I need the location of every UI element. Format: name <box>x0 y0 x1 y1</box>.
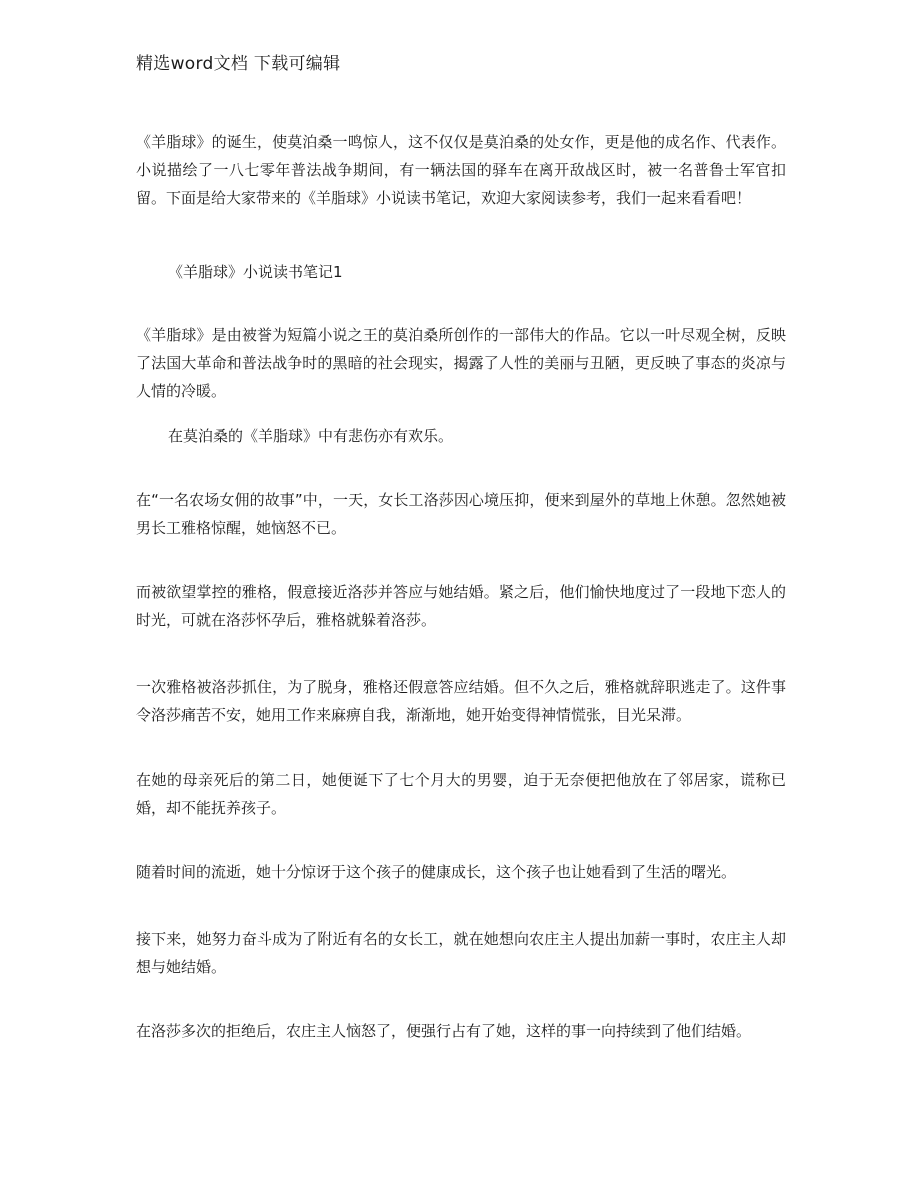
section-title: 《羊脂球》小说读书笔记1 <box>168 263 343 281</box>
page-header: 精选word文档 下载可编辑 <box>136 54 341 74</box>
body-paragraph: 一次雅格被洛莎抓住，为了脱身，雅格还假意答应结婚。但不久之后，雅格就辞职逃走了。这件事令洛莎痛苦不安，她用工作来麻痹自我，渐渐地，她开始变得神情慌张，目光呆滞。 <box>136 678 786 724</box>
body-paragraph: 在“一名农场女佣的故事”中，一天，女长工洛莎因心境压抑，便来到屋外的草地上休憩。忽然她被男长工雅格惊醒，她恼怒不已。 <box>136 491 786 537</box>
body-paragraph: 在莫泊桑的《羊脂球》中有悲伤亦有欢乐。 <box>168 427 454 445</box>
body-paragraph: 而被欲望掌控的雅格，假意接近洛莎并答应与她结婚。紧之后，他们愉快地度过了一段地下恋人的时光，可就在洛莎怀孕后，雅格就躲着洛莎。 <box>136 583 786 629</box>
body-paragraph: 在她的母亲死后的第二日，她便诞下了七个月大的男婴，迫于无奈便把他放在了邻居家，谎称已婚，却不能抚养孩子。 <box>136 771 786 817</box>
body-paragraph: 接下来，她努力奋斗成为了附近有名的女长工，就在她想向农庄主人提出加薪一事时，农庄主人却想与她结婚。 <box>136 930 786 976</box>
body-paragraph: 在洛莎多次的拒绝后，农庄主人恼怒了，便强行占有了她，这样的事一向持续到了他们结婚。 <box>136 1022 752 1040</box>
body-paragraph: 随着时间的流逝，她十分惊讶于这个孩子的健康成长，这个孩子也让她看到了生活的曙光。 <box>136 863 737 881</box>
intro-paragraph: 《羊脂球》的诞生，使莫泊桑一鸣惊人，这不仅仅是莫泊桑的处女作，更是他的成名作、代表作。小说描绘了一八七零年普法战争期间，有一辆法国的驿车在离开敌战区时，被一名普鲁士军官扣留。下面是给大家带来的《羊脂球》小说读书笔记，欢迎大家阅读参考，我们一起来看看吧！ <box>136 133 786 207</box>
body-paragraph: 《羊脂球》是由被誉为短篇小说之王的莫泊桑所创作的一部伟大的作品。它以一叶尽观全树，反映了法国大革命和普法战争时的黑暗的社会现实，揭露了人性的美丽与丑陋，更反映了事态的炎凉与人情的冷暖。 <box>136 326 786 400</box>
